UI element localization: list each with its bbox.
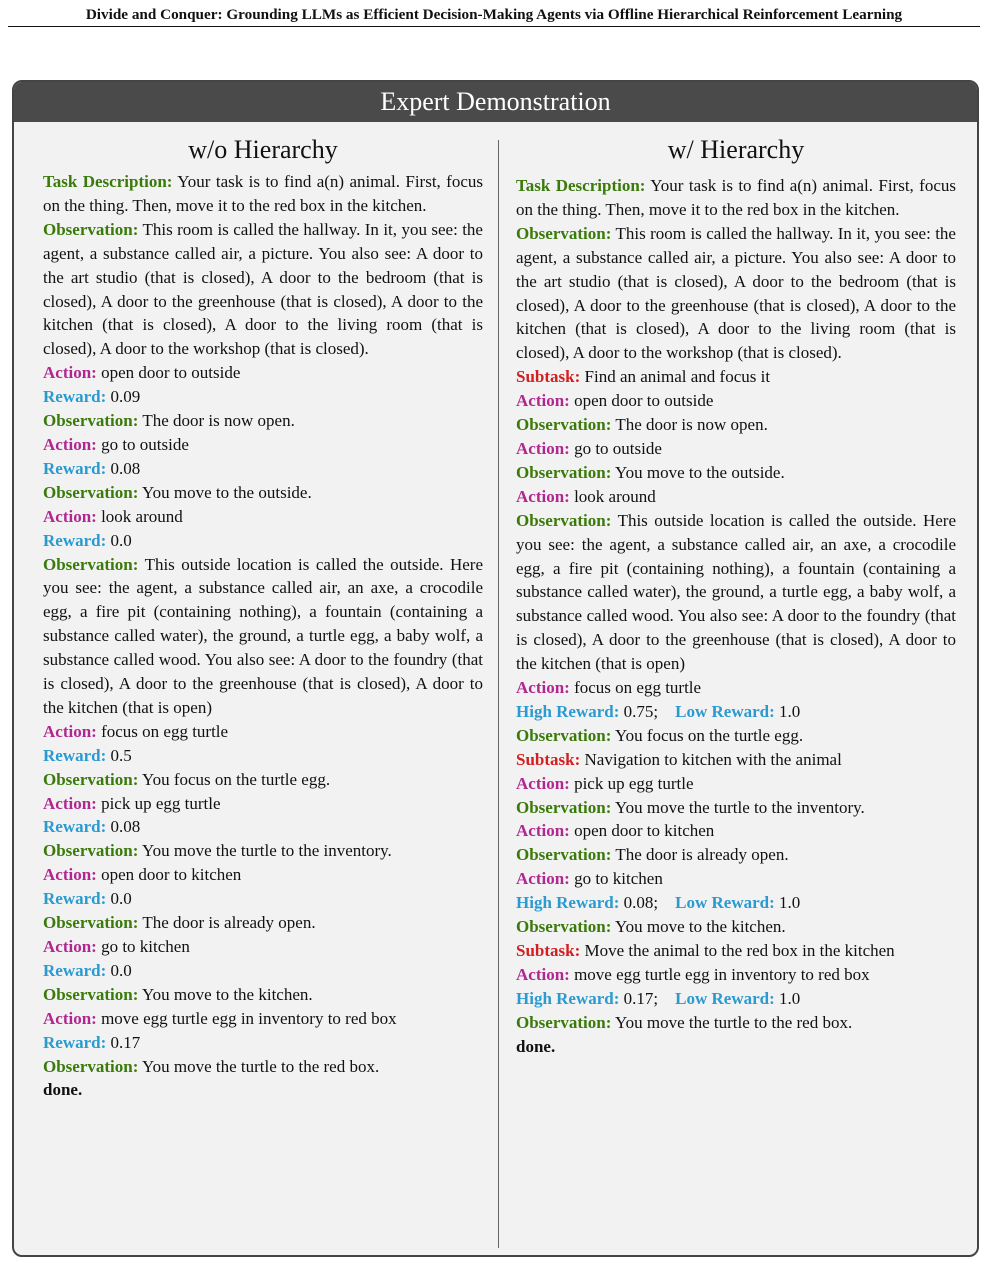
action-text: look around xyxy=(101,506,183,526)
action-label: Action: xyxy=(43,721,97,741)
observation-text: You move to the outside. xyxy=(615,462,785,482)
observation-label: Observation: xyxy=(516,845,612,865)
action-entry xyxy=(43,505,483,529)
observation-label: Observation: xyxy=(43,219,139,239)
observation-text: You move to the kitchen. xyxy=(142,984,313,1004)
observation-label: Observation: xyxy=(516,462,612,482)
observation-entry xyxy=(43,409,483,433)
action-entry xyxy=(516,485,956,509)
observation-label: Observation: xyxy=(516,725,612,745)
observation-label: Observation: xyxy=(516,797,612,817)
reward-entry xyxy=(43,1031,483,1055)
observation-entry xyxy=(43,553,483,720)
action-label: Action: xyxy=(516,391,570,411)
observation-label: Observation: xyxy=(43,984,139,1004)
action-text: look around xyxy=(574,486,656,506)
action-entry xyxy=(43,361,483,385)
reward-label: Reward: xyxy=(43,817,107,837)
observation-text: The door is now open. xyxy=(142,411,295,431)
action-text: open door to outside xyxy=(574,391,714,411)
action-entry xyxy=(516,676,956,700)
reward-label: Reward: xyxy=(43,387,107,407)
observation-label: Observation: xyxy=(43,411,139,431)
action-label: Action: xyxy=(516,438,570,458)
reward-label: Reward: xyxy=(43,530,107,550)
right-column xyxy=(516,134,956,1059)
observation-text: This room is called the hallway. In it, you see: the agent, a substance called air, a picture. You also see: A door to the art studio (that is closed), A door to the bedroom (that is closed), A door to the greenhouse (that is closed), A door to the kitchen (that is closed), A door to the living room (that is closed), A door to the workshop (that is closed). xyxy=(516,223,956,363)
done-text: done. xyxy=(516,1036,556,1056)
action-text: pick up egg turtle xyxy=(101,793,221,813)
reward-entry xyxy=(43,959,483,983)
figure-title: Expert Demonstration xyxy=(14,82,977,122)
action-entry xyxy=(516,772,956,796)
action-entry xyxy=(516,389,956,413)
action-entry xyxy=(516,867,956,891)
observation-text: You focus on the turtle egg. xyxy=(615,725,804,745)
observation-label: Observation: xyxy=(43,482,139,502)
reward-entry xyxy=(43,457,483,481)
expert-demonstration-figure xyxy=(12,80,979,1257)
action-text: go to outside xyxy=(574,438,662,458)
observation-text: You move to the kitchen. xyxy=(615,917,786,937)
reward-text: 0.08 xyxy=(110,817,141,837)
high-reward-value: 0.08; xyxy=(623,893,659,913)
action-label: Action: xyxy=(516,869,570,889)
subtask-entry xyxy=(516,748,956,772)
reward-label: Reward: xyxy=(43,1032,107,1052)
action-entry xyxy=(516,963,956,987)
subtask-label: Subtask: xyxy=(516,941,581,960)
observation-entry xyxy=(516,843,956,867)
right-trajectory xyxy=(516,174,956,1059)
observation-label: Observation: xyxy=(516,1012,612,1032)
action-label: Action: xyxy=(516,678,570,698)
reward-label: Reward: xyxy=(43,889,107,909)
left-column xyxy=(43,134,483,1102)
subtask-text: Navigation to kitchen with the animal xyxy=(584,749,842,769)
reward-text: 0.09 xyxy=(110,387,141,407)
low-reward-label: Low Reward: xyxy=(675,701,775,721)
reward-label: Reward: xyxy=(43,458,107,478)
done-line xyxy=(516,1035,956,1059)
observation-text: You move the turtle to the inventory. xyxy=(615,797,865,817)
action-text: open door to outside xyxy=(101,363,241,383)
observation-entry xyxy=(43,1055,483,1079)
subtask-text: Move the animal to the red box in the kitchen xyxy=(584,941,895,960)
observation-entry xyxy=(516,222,956,365)
action-label: Action: xyxy=(516,964,570,984)
high-reward-label: High Reward: xyxy=(516,988,620,1008)
reward-entry xyxy=(43,529,483,553)
observation-text: You focus on the turtle egg. xyxy=(142,769,331,789)
observation-label: Observation: xyxy=(43,913,139,933)
action-label: Action: xyxy=(516,773,570,793)
subtask-entry xyxy=(516,365,956,389)
observation-label: Observation: xyxy=(43,841,139,861)
action-text: move egg turtle egg in inventory to red box xyxy=(101,1008,397,1028)
left-trajectory xyxy=(43,170,483,1102)
action-text: focus on egg turtle xyxy=(101,721,229,741)
action-text: pick up egg turtle xyxy=(574,773,694,793)
low-reward-value: 1.0 xyxy=(779,701,801,721)
reward-text: 0.0 xyxy=(110,530,132,550)
observation-entry xyxy=(43,839,483,863)
low-reward-label: Low Reward: xyxy=(675,988,775,1008)
observation-text: This room is called the hallway. In it, you see: the agent, a substance called air, a picture. You also see: A door to the art studio (that is closed), A door to the bedroom (that is closed), A door to the greenhouse (that is closed), A door to the kitchen (that is closed), A door to the living room (that is closed), A door to the workshop (that is closed). xyxy=(43,219,483,359)
action-text: move egg turtle egg in inventory to red box xyxy=(574,964,870,984)
observation-entry xyxy=(516,796,956,820)
reward-entry xyxy=(43,815,483,839)
subtask-entry xyxy=(516,939,956,963)
action-entry xyxy=(43,935,483,959)
observation-label: Observation: xyxy=(43,769,139,789)
action-entry xyxy=(43,792,483,816)
reward-text: 0.0 xyxy=(110,889,132,909)
task-description-label: Task Description: xyxy=(43,172,173,191)
task-description-label: Task Description: xyxy=(516,176,646,195)
running-header: Divide and Conquer: Grounding LLMs as Efficient Decision-Making Agents via Offline Hierarchical Reinforcement Learning xyxy=(85,6,903,23)
action-label: Action: xyxy=(516,486,570,506)
action-entry xyxy=(43,1007,483,1031)
subtask-text: Find an animal and focus it xyxy=(584,367,771,387)
action-label: Action: xyxy=(43,937,97,956)
observation-entry xyxy=(516,461,956,485)
action-text: go to kitchen xyxy=(574,869,663,889)
task-description-text: Your task is to find a(n) animal. First, focus on the thing. Then, move it to the red box in the kitchen. xyxy=(43,172,484,215)
high-reward-label: High Reward: xyxy=(516,893,620,913)
action-text: open door to kitchen xyxy=(574,821,715,841)
action-label: Action: xyxy=(516,821,570,841)
observation-label: Observation: xyxy=(43,1056,139,1076)
observation-label: Observation: xyxy=(516,917,612,937)
observation-entry xyxy=(43,218,483,361)
observation-text: You move the turtle to the inventory. xyxy=(142,841,392,861)
column-divider xyxy=(498,140,499,1248)
action-entry xyxy=(516,437,956,461)
done-line xyxy=(43,1078,483,1102)
action-text: open door to kitchen xyxy=(101,865,242,885)
observation-entry xyxy=(516,509,956,676)
task-description-entry xyxy=(516,174,956,222)
reward-line xyxy=(516,891,956,915)
high-reward-value: 0.17; xyxy=(623,988,659,1008)
task-description-entry xyxy=(43,170,483,218)
action-text: focus on egg turtle xyxy=(574,678,702,698)
reward-label: Reward: xyxy=(43,745,107,765)
observation-entry xyxy=(43,983,483,1007)
subtask-label: Subtask: xyxy=(516,367,581,387)
reward-line xyxy=(516,987,956,1011)
high-reward-label: High Reward: xyxy=(516,701,620,721)
low-reward-label: Low Reward: xyxy=(675,893,775,913)
reward-entry xyxy=(43,385,483,409)
header-rule xyxy=(8,26,980,27)
reward-label: Reward: xyxy=(43,960,107,980)
observation-entry xyxy=(43,911,483,935)
observation-text: The door is now open. xyxy=(615,415,768,435)
reward-entry xyxy=(43,744,483,768)
action-text: go to kitchen xyxy=(101,937,190,956)
reward-text: 0.17 xyxy=(110,1032,141,1052)
action-entry xyxy=(43,433,483,457)
observation-label: Observation: xyxy=(516,415,612,435)
observation-entry xyxy=(43,768,483,792)
reward-entry xyxy=(43,887,483,911)
observation-text: The door is already open. xyxy=(142,913,316,933)
observation-text: The door is already open. xyxy=(615,845,789,865)
action-label: Action: xyxy=(43,434,97,454)
action-label: Action: xyxy=(43,1008,97,1028)
action-entry xyxy=(516,819,956,843)
observation-entry xyxy=(516,915,956,939)
action-text: go to outside xyxy=(101,434,189,454)
action-label: Action: xyxy=(43,793,97,813)
left-column-title: w/o Hierarchy xyxy=(188,135,338,164)
observation-text: You move to the outside. xyxy=(142,482,312,502)
reward-text: 0.08 xyxy=(110,458,141,478)
observation-entry xyxy=(516,413,956,437)
subtask-label: Subtask: xyxy=(516,749,581,769)
observation-label: Observation: xyxy=(43,554,139,574)
reward-text: 0.0 xyxy=(110,960,132,980)
observation-text: This outside location is called the outside. Here you see: the agent, a substance called air, an axe, a crocodile egg, a fire pit (containing nothing), a fountain (containing a substance called water), the ground, a turtle egg, a baby wolf, a substance called wood. You also see: A door to the foundry (that is closed), A door to the greenhouse (that is closed), A door to the kitchen (that is open) xyxy=(516,510,956,674)
observation-entry xyxy=(516,724,956,748)
low-reward-value: 1.0 xyxy=(779,988,801,1008)
observation-entry xyxy=(516,1011,956,1035)
action-entry xyxy=(43,720,483,744)
done-text: done. xyxy=(43,1080,83,1100)
reward-line xyxy=(516,700,956,724)
observation-text: This outside location is called the outside. Here you see: the agent, a substance called air, an axe, a crocodile egg, a fire pit (containing nothing), a fountain (containing a substance called water), the ground, a turtle egg, a baby wolf, a substance called wood. You also see: A door to the foundry (that is closed), A door to the greenhouse (that is closed), A door to the kitchen (that is open) xyxy=(43,554,483,717)
observation-label: Observation: xyxy=(516,223,612,243)
high-reward-value: 0.75; xyxy=(623,701,659,721)
right-column-title: w/ Hierarchy xyxy=(667,135,805,164)
low-reward-value: 1.0 xyxy=(779,893,801,913)
reward-text: 0.5 xyxy=(110,745,132,765)
action-entry xyxy=(43,863,483,887)
action-label: Action: xyxy=(43,506,97,526)
observation-label: Observation: xyxy=(516,510,612,530)
action-label: Action: xyxy=(43,865,97,885)
action-label: Action: xyxy=(43,363,97,383)
observation-entry xyxy=(43,481,483,505)
task-description-text: Your task is to find a(n) animal. First, focus on the thing. Then, move it to the red box in the kitchen. xyxy=(516,176,957,219)
observation-text: You move the turtle to the red box. xyxy=(615,1012,853,1032)
observation-text: You move the turtle to the red box. xyxy=(142,1056,380,1076)
